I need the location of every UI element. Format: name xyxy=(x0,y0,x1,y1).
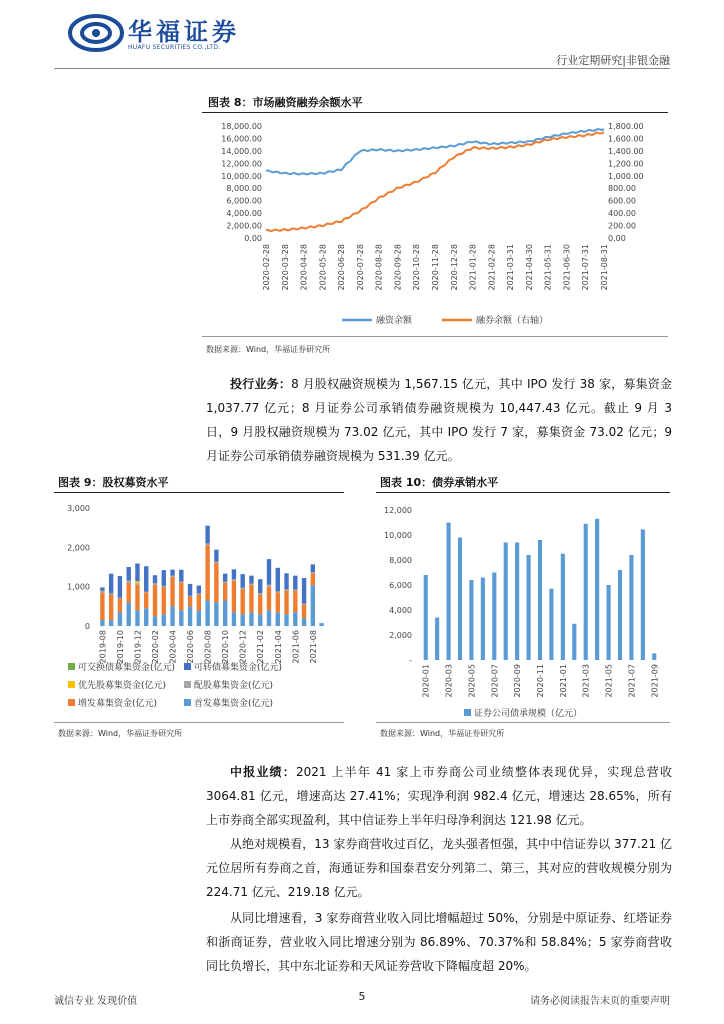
bond-bar xyxy=(538,540,542,660)
equity-bar-segment xyxy=(100,593,104,621)
equity-bar-segment xyxy=(127,567,131,581)
x-tick-label: 2021-04-30 xyxy=(524,244,534,291)
bond-underwriting-chart xyxy=(376,494,670,720)
x-tick-label: 2020-08 xyxy=(203,630,213,664)
equity-bar-segment xyxy=(293,591,297,613)
equity-bar-segment xyxy=(197,610,201,626)
equity-bar-segment xyxy=(144,566,148,592)
equity-bar-segment xyxy=(293,576,297,590)
equity-bar-segment xyxy=(118,612,122,626)
bond-bar xyxy=(641,529,645,660)
bond-bar xyxy=(595,519,599,660)
equity-bar-segment xyxy=(127,581,131,583)
bond-bar xyxy=(447,523,451,661)
equity-bar-segment xyxy=(284,573,288,589)
bond-bar xyxy=(515,543,519,661)
equity-bar-segment xyxy=(223,582,227,583)
equity-bar-segment xyxy=(135,581,139,583)
y-tick-label: 12,000 xyxy=(384,506,412,515)
right-y-tick-label: 1,000.00 xyxy=(608,171,644,181)
equity-bar-segment xyxy=(205,600,209,626)
equity-bar-segment xyxy=(284,614,288,626)
equity-bar-segment xyxy=(153,583,157,585)
y-tick-label: 10,000 xyxy=(384,531,412,540)
right-y-tick-label: 600.00 xyxy=(608,196,636,206)
equity-bar-segment xyxy=(232,612,236,626)
para2-text xyxy=(206,760,672,832)
equity-bar-segment xyxy=(267,610,271,626)
equity-bar-segment xyxy=(153,575,157,583)
x-tick-label: 2020-12-28 xyxy=(449,244,459,291)
x-tick-label: 2021-08-31 xyxy=(600,244,609,291)
x-tick-label: 2021-05 xyxy=(604,664,614,698)
equity-bar-segment xyxy=(135,585,139,611)
equity-bar-segment xyxy=(135,583,139,585)
x-tick-label: 2021-03 xyxy=(581,664,591,698)
bond-bar xyxy=(584,524,588,660)
equity-bar-segment xyxy=(258,595,262,615)
equity-bar-segment xyxy=(188,596,192,597)
equity-bar-segment xyxy=(109,620,113,626)
equity-bar-segment xyxy=(170,577,174,607)
legend-label: 可交换债募集资金(亿元) xyxy=(78,663,176,673)
equity-bar-segment xyxy=(100,591,104,593)
fig8-top-rule xyxy=(202,112,668,113)
bond-bar xyxy=(435,618,439,661)
bond-bar xyxy=(572,624,576,660)
bond-bar xyxy=(458,538,462,661)
equity-bar-segment xyxy=(311,564,315,572)
equity-bar-segment xyxy=(311,572,315,573)
x-tick-label: 2020-07 xyxy=(490,664,500,698)
legend-label: 可转债募集资金(亿元) xyxy=(194,663,283,673)
legend-label: 优先股募集资金(亿元) xyxy=(78,681,167,691)
x-tick-label: 2020-08-28 xyxy=(374,244,384,291)
x-tick-label: 2020-11 xyxy=(536,664,545,698)
x-tick-label: 2020-10-28 xyxy=(412,244,422,291)
fig8-source: 数据来源：Wind，华福证券研究所 xyxy=(206,345,331,354)
equity-bar-segment xyxy=(118,598,122,612)
x-tick-label: 2021-05-31 xyxy=(543,244,553,291)
y-tick-label: 3,000 xyxy=(67,504,90,513)
x-tick-label: 2021-02-28 xyxy=(487,244,497,291)
equity-bar-segment xyxy=(276,568,280,592)
bond-bar xyxy=(424,575,428,660)
equity-bar-segment xyxy=(179,583,183,611)
equity-bar-segment xyxy=(162,587,166,615)
fig10-source: 数据来源：Wind，华福证券研究所 xyxy=(380,729,505,738)
logo-chinese: 华福证券 xyxy=(128,18,240,46)
equity-bar-segment xyxy=(135,563,139,581)
equity-bar-segment xyxy=(267,585,271,587)
left-y-tick-label: 12,000.00 xyxy=(221,159,262,169)
left-y-tick-label: 0.00 xyxy=(244,234,262,243)
y-tick-label: 8,000 xyxy=(389,556,412,565)
x-tick-label: 2021-04 xyxy=(273,630,283,664)
equity-bar-segment xyxy=(188,597,192,607)
equity-bar-segment xyxy=(162,570,166,586)
bond-bar xyxy=(549,589,553,660)
x-tick-label: 2021-01-28 xyxy=(468,244,478,291)
equity-bar-segment xyxy=(223,574,227,582)
equity-bar-segment xyxy=(249,584,253,585)
x-tick-label: 2020-12 xyxy=(238,630,248,664)
x-tick-label: 2020-01 xyxy=(421,664,431,698)
legend-label: 配股募集资金(亿元) xyxy=(194,681,274,691)
equity-bar-segment xyxy=(179,570,183,582)
bond-bar xyxy=(607,585,611,660)
equity-bar-segment xyxy=(153,616,157,626)
bond-bar xyxy=(527,555,531,660)
equity-bar-segment xyxy=(232,581,236,612)
equity-bar-segment xyxy=(214,550,218,562)
y-tick-label: - xyxy=(409,656,412,665)
x-tick-label: 2020-03-28 xyxy=(280,244,290,291)
equity-bar-segment xyxy=(109,593,113,594)
equity-bar-segment xyxy=(302,618,306,626)
equity-bar-segment xyxy=(249,612,253,626)
para4-text: 从同比增速看，3 家券商营业收入同比增幅超过 50%，分别是中原证券、红塔证券和浙商证券，营业收入同比增速分别为 86.89%、70.37%和 58.84%；5 家券商营收同比负增长，其中东北证券和天风证券营收下降幅度超 20%。 xyxy=(206,911,672,973)
bond-bar xyxy=(561,554,565,660)
fig9-top-rule xyxy=(54,492,344,493)
right-y-tick-label: 1,600.00 xyxy=(608,134,644,144)
legend-swatch xyxy=(68,681,75,688)
equity-bar-segment xyxy=(127,602,131,626)
equity-bar-segment xyxy=(109,574,113,594)
equity-bar-segment xyxy=(153,585,157,616)
x-tick-label: 2019-12 xyxy=(133,630,143,664)
header-divider xyxy=(54,68,670,69)
equity-bar-segment xyxy=(127,583,131,603)
footer-disclaimer: 请务必阅读报告末页的重要声明 xyxy=(530,996,670,1007)
x-tick-label: 2021-06 xyxy=(291,630,301,664)
para2-body: 2021 上半年 41 家上市券商公司业绩整体表现优异，实现总营收 3064.81 亿元，增速高达 27.41%；实现净利润 982.4 亿元，增速达 28.65%，所有上市券商全部实现盈利，其中信证券上半年归母净利润达 121.98 亿元。 xyxy=(206,765,672,827)
equity-bar-segment xyxy=(100,620,104,626)
equity-bar-segment xyxy=(188,606,192,626)
page-number: 5 xyxy=(358,990,366,1003)
legend-swatch xyxy=(464,709,471,716)
left-y-tick-label: 2,000.00 xyxy=(226,221,262,231)
x-tick-label: 2020-07-28 xyxy=(355,244,365,291)
x-tick-label: 2021-06-30 xyxy=(562,244,572,291)
x-tick-label: 2020-04 xyxy=(168,630,178,664)
right-y-tick-label: 1,400.00 xyxy=(608,146,644,156)
x-tick-label: 2020-11-28 xyxy=(431,244,440,291)
y-tick-label: 0 xyxy=(84,622,90,631)
equity-bar-segment xyxy=(276,612,280,626)
equity-bar-segment xyxy=(205,543,209,545)
right-y-tick-label: 1,200.00 xyxy=(608,159,644,169)
equity-bar-segment xyxy=(179,582,183,583)
margin-balance-chart xyxy=(202,114,668,334)
equity-bar-segment xyxy=(284,591,288,615)
legend-label: 增发募集资金(亿元) xyxy=(78,699,158,709)
equity-bar-segment xyxy=(319,623,323,626)
x-tick-label: 2020-05 xyxy=(467,664,477,698)
para1-text xyxy=(206,372,672,468)
bond-bar xyxy=(652,653,656,660)
left-y-tick-label: 10,000.00 xyxy=(221,171,262,181)
equity-bar-segment xyxy=(258,593,262,595)
right-y-tick-label: 1,800.00 xyxy=(608,122,644,131)
equity-bar-segment xyxy=(241,588,245,589)
equity-bar-segment xyxy=(267,559,271,585)
equity-bar-segment xyxy=(311,585,315,626)
equity-bar-segment xyxy=(162,614,166,626)
equity-bar-segment xyxy=(214,561,218,563)
equity-bar-segment xyxy=(205,545,209,600)
left-y-tick-label: 18,000.00 xyxy=(221,122,262,131)
equity-bar-segment xyxy=(170,570,174,576)
x-tick-label: 2021-02 xyxy=(256,630,266,664)
equity-bar-segment xyxy=(311,573,315,585)
x-tick-label: 2019-10 xyxy=(115,630,125,664)
equity-bar-segment xyxy=(179,610,183,626)
equity-bar-segment xyxy=(223,600,227,626)
x-tick-label: 2021-07 xyxy=(627,664,637,698)
x-tick-label: 2020-06 xyxy=(186,630,196,664)
equity-bar-segment xyxy=(100,587,104,590)
equity-bar-segment xyxy=(170,606,174,626)
fig8-title: 图表 8：市场融资融券余额水平 xyxy=(208,96,363,109)
equity-bar-segment xyxy=(276,593,280,613)
x-tick-label: 2019-08 xyxy=(98,630,108,664)
legend-label: 首发募集资金(亿元) xyxy=(194,699,274,709)
equity-bar-segment xyxy=(302,578,306,604)
right-y-tick-label: 200.00 xyxy=(608,221,636,231)
equity-bar-segment xyxy=(162,586,166,587)
equity-bar-segment xyxy=(232,579,236,581)
report-type: 行业定期研究|非银金融 xyxy=(556,54,670,67)
equity-bar-segment xyxy=(170,576,174,577)
left-y-tick-label: 14,000.00 xyxy=(221,146,262,156)
legend-swatch xyxy=(184,699,191,706)
para2-bold: 中报业绩： xyxy=(230,765,296,779)
fig9-bottom-rule xyxy=(54,722,344,723)
legend-label: 证券公司债承规模（亿元） xyxy=(474,709,583,719)
x-tick-label: 2020-03 xyxy=(444,664,454,698)
x-tick-label: 2021-01 xyxy=(558,664,568,698)
legend-swatch xyxy=(68,699,75,706)
equity-financing-chart xyxy=(54,494,344,720)
y-tick-label: 1,000 xyxy=(67,582,90,592)
x-tick-label: 2020-09-28 xyxy=(393,244,403,291)
left-y-tick-label: 8,000.00 xyxy=(226,184,262,194)
para1-bold: 投行业务： xyxy=(230,377,292,391)
equity-bar-segment xyxy=(232,569,236,579)
equity-bar-segment xyxy=(258,579,262,593)
equity-bar-segment xyxy=(293,589,297,590)
fig10-title: 图表 10：债券承销水平 xyxy=(380,476,499,489)
equity-bar-segment xyxy=(214,602,218,626)
equity-bar-segment xyxy=(276,591,280,592)
x-tick-label: 2020-09 xyxy=(513,664,523,698)
equity-bar-segment xyxy=(188,584,192,596)
bond-bar xyxy=(469,580,473,660)
logo-english: HUAFU SECURITIES CO.,LTD. xyxy=(128,44,221,51)
equity-bar-segment xyxy=(118,598,122,599)
huafu-logo-icon xyxy=(68,14,124,52)
equity-bar-segment xyxy=(205,526,209,544)
bond-bar xyxy=(618,570,622,660)
equity-bar-segment xyxy=(144,608,148,626)
right-y-tick-label: 0.00 xyxy=(608,234,626,243)
y-tick-label: 4,000 xyxy=(389,606,412,615)
x-tick-label: 2020-02-28 xyxy=(262,244,271,291)
x-tick-label: 2020-10 xyxy=(221,630,231,664)
equity-bar-segment xyxy=(249,576,253,584)
equity-bar-segment xyxy=(302,604,306,618)
equity-bar-segment xyxy=(144,593,148,609)
equity-bar-segment xyxy=(241,574,245,588)
para3-text: 从绝对规模看，13 家券商营收过百亿，龙头强者恒强，其中中信证券以 377.21 亿元位居所有券商之首，海通证券和国泰君安分列第二、第三，其对应的营收规模分别为 224.71 亿元、219.18 亿元。 xyxy=(206,837,672,899)
equity-bar-segment xyxy=(144,592,148,593)
x-tick-label: 2020-02 xyxy=(151,630,160,664)
left-y-tick-label: 4,000.00 xyxy=(226,209,262,219)
equity-bar-segment xyxy=(214,563,218,602)
left-y-tick-label: 16,000.00 xyxy=(221,134,262,144)
x-tick-label: 2020-05-28 xyxy=(318,244,328,291)
bond-bar xyxy=(492,573,496,661)
legend-short-label: 融券余额（右轴） xyxy=(476,316,549,326)
x-tick-label: 2020-04-28 xyxy=(299,244,309,291)
equity-bar-segment xyxy=(197,595,201,611)
bond-bar xyxy=(629,555,633,660)
y-tick-label: 2,000 xyxy=(389,631,412,640)
equity-bar-segment xyxy=(284,589,288,591)
x-tick-label: 2021-09 xyxy=(650,664,660,698)
legend-swatch xyxy=(184,663,191,670)
equity-bar-segment xyxy=(241,589,245,615)
x-tick-label: 2021-08 xyxy=(308,630,318,664)
fig8-bottom-rule xyxy=(202,336,668,337)
y-tick-label: 6,000 xyxy=(389,581,412,590)
x-tick-label: 2021-07-31 xyxy=(581,244,591,291)
left-y-tick-label: 6,000.00 xyxy=(226,196,262,206)
right-y-tick-label: 800.00 xyxy=(608,184,636,194)
financing-balance-line xyxy=(266,129,604,174)
bond-bar xyxy=(504,543,508,661)
x-tick-label: 2021-03-31 xyxy=(506,244,516,291)
equity-bar-segment xyxy=(241,614,245,626)
fig9-title: 图表 9：股权募资水平 xyxy=(58,476,169,489)
right-y-tick-label: 400.00 xyxy=(608,209,636,219)
equity-bar-segment xyxy=(197,585,201,593)
fig10-top-rule xyxy=(376,492,670,493)
legend-swatch xyxy=(184,681,191,688)
equity-bar-segment xyxy=(135,610,139,626)
equity-bar-segment xyxy=(249,585,253,613)
footer-slogan: 诚信专业 发现价值 xyxy=(54,996,138,1007)
legend-financing-label: 融资余额 xyxy=(376,316,413,326)
equity-bar-segment xyxy=(267,587,271,611)
x-tick-label: 2020-06-28 xyxy=(337,244,347,291)
equity-bar-segment xyxy=(197,593,201,594)
equity-bar-segment xyxy=(109,595,113,621)
equity-bar-segment xyxy=(223,583,227,601)
para1-body: 8 月股权融资规模为 1,567.15 亿元，其中 IPO 发行 38 家，募集资金 1,037.77 亿元；8 月证券公司承销债券融资规模为 10,447.43 亿元。截止 9 月 3 日，9 月股权融资规模为 73.02 亿元，其中 IPO 发行 7 家，募集资金 73.02 亿元；9 月证券公司承销债券融资规模为 531.39 亿元。 xyxy=(206,377,672,463)
fig10-bottom-rule xyxy=(376,722,670,723)
equity-bar-segment xyxy=(118,576,122,598)
y-tick-label: 2,000 xyxy=(67,543,90,553)
equity-bar-segment xyxy=(302,604,306,605)
fig9-source: 数据来源：Wind，华福证券研究所 xyxy=(58,729,183,738)
bond-bar xyxy=(481,578,485,661)
legend-swatch xyxy=(68,663,75,670)
equity-bar-segment xyxy=(293,612,297,626)
equity-bar-segment xyxy=(258,614,262,626)
